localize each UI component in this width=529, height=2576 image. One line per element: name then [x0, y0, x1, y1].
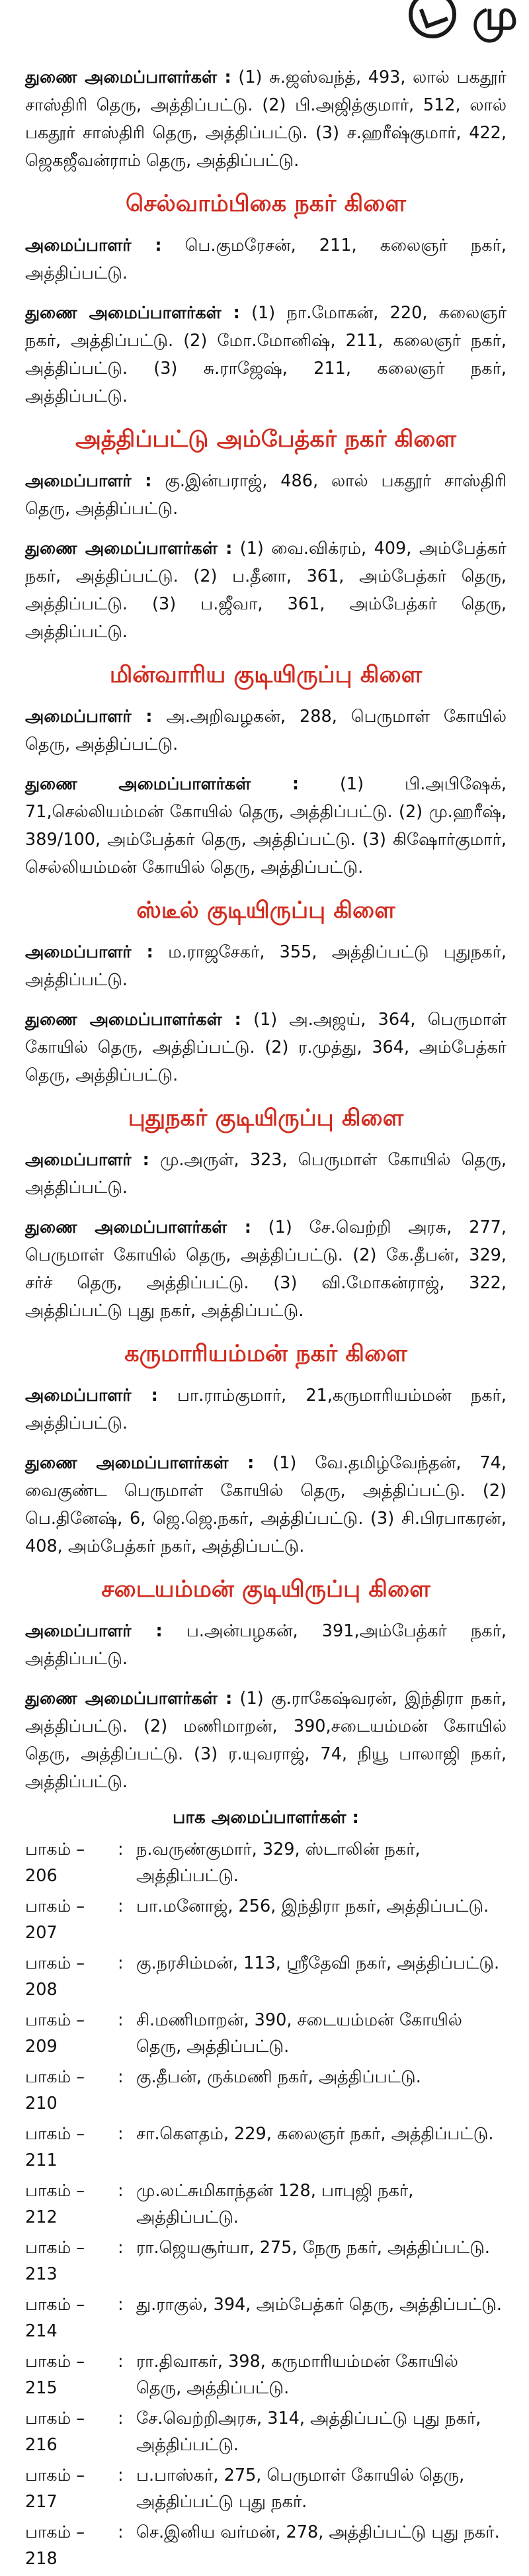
section-7-para-1 — [25, 1685, 507, 1796]
part-organizer: ரா.திவாகர், 398, கருமாரியம்மன் கோயில் தெரு, அத்திப்பட்டு. — [136, 2352, 458, 2398]
section-7-para-0 — [25, 1617, 507, 1673]
section-2-para-0 — [25, 467, 507, 523]
role-label: அமைப்பாளர் : — [25, 707, 153, 727]
branch-heading: புதுநகர் குடியிருப்பு கிளை — [128, 1105, 404, 1132]
part-organizer: கு.நரசிம்மன், 113, ஸ்ரீதேவி நகர், அத்திப்பட்டு. — [136, 1953, 500, 1973]
part-row — [25, 2462, 507, 2515]
part-row — [25, 1950, 507, 2003]
section-0-para-0 — [25, 64, 507, 175]
part-row — [25, 2064, 507, 2117]
part-row — [25, 2405, 507, 2458]
part-row — [25, 2348, 507, 2401]
section-5-para-1 — [25, 1214, 507, 1325]
branch-heading: கருமாரியம்மன் நகர் கிளை — [124, 1341, 407, 1367]
section-ambedkar-nagar — [25, 422, 507, 646]
part-row — [25, 1893, 507, 1946]
role-label: துணை அமைப்பாளர்கள் : — [25, 303, 240, 323]
part-label: பாகம் – 215 — [25, 2352, 85, 2398]
part-row — [25, 2235, 507, 2287]
part-organizer: ப.பாஸ்கர், 275, பெருமாள் கோயில் தெரு, அத்திப்பட்டு புது நகர். — [136, 2465, 465, 2512]
role-label: துணை அமைப்பாளர்கள் : — [25, 1453, 255, 1473]
part-organizer: ந.வருண்குமார், 329, ஸ்டாலின் நகர், அத்திப்பட்டு. — [136, 1840, 421, 1886]
role-label: துணை அமைப்பாளர்கள் : — [25, 1689, 233, 1709]
part-colon: : — [118, 2238, 124, 2258]
section-steel-kudiyiruppu — [25, 893, 507, 1089]
header-logo-text: மு — [472, 0, 518, 39]
section-intro — [25, 64, 507, 175]
role-label: துணை அமைப்பாளர்கள் : — [25, 1218, 251, 1237]
section-part-organizers — [25, 1808, 507, 2572]
part-label: பாகம் – 213 — [25, 2238, 85, 2284]
role-members: (1) வே.தமிழ்வேந்தன், 74, வைகுண்ட பெருமாள் கோயில் தெரு, அத்திப்பட்டு. (2) பெ.தினேஷ், 6, ஜெ.ஜெ.நகர், அத்திப்பட்டு. (3) சி.பிரபாகரன், 408, அம்பேத்கர் நகர், அத்திப்பட்டு. — [25, 1453, 507, 1556]
role-label: அமைப்பாளர் : — [25, 1621, 163, 1641]
part-label: பாகம் – 208 — [25, 1953, 85, 2000]
branch-heading: ஸ்டீல் குடியிருப்பு கிளை — [136, 897, 395, 924]
branch-heading: செல்வாம்பிகை நகர் கிளை — [126, 191, 406, 217]
role-label: துணை அமைப்பாளர்கள் : — [25, 67, 231, 87]
branch-heading: சடையம்மன் குடியிருப்பு கிளை — [101, 1576, 430, 1603]
role-members: (1) சே.வெற்றி அரசு, 277, பெருமாள் கோயில் தெரு, அத்திப்பட்டு. (2) கே.தீபன், 329, சர்ச் தெரு, அத்திப்பட்டு. (3) வி.மோகன்ராஜ், 322, அத்திப்பட்டு புது நகர், அத்திப்பட்டு. — [25, 1218, 507, 1321]
part-colon: : — [118, 1896, 124, 1916]
role-label: துணை அமைப்பாளர்கள் : — [25, 774, 300, 794]
section-3-para-1 — [25, 770, 507, 881]
part-organizers-heading: பாக அமைப்பாளர்கள் : — [173, 1808, 359, 1828]
section-2-para-1 — [25, 535, 507, 646]
part-label: பாகம் – 217 — [25, 2465, 85, 2512]
part-row — [25, 2121, 507, 2174]
section-6-para-1 — [25, 1449, 507, 1560]
role-label: துணை அமைப்பாளர்கள் : — [25, 1010, 241, 1030]
part-row — [25, 1836, 507, 1889]
part-colon: : — [118, 2124, 124, 2144]
part-colon: : — [118, 2181, 124, 2201]
section-1-para-1 — [25, 299, 507, 410]
section-3-para-0 — [25, 703, 507, 758]
role-members: (1) அ.அஜய், 364, பெருமாள் கோயில் தெரு, அத்திப்பட்டு. (2) ர.முத்து, 364, அம்பேத்கர் தெரு, அத்திப்பட்டு. — [25, 1010, 507, 1085]
section-selvambigai-nagar — [25, 187, 507, 410]
section-minvariya — [25, 658, 507, 881]
part-label: பாகம் – 206 — [25, 1840, 85, 1886]
role-label: அமைப்பாளர் : — [25, 1386, 158, 1405]
part-row — [25, 2178, 507, 2231]
part-colon: : — [118, 2352, 124, 2372]
part-label: பாகம் – 218 — [25, 2522, 85, 2569]
part-row — [25, 2291, 507, 2344]
part-organizer: சே.வெற்றிஅரசு, 314, அத்திப்பட்டு புது நகர், அத்திப்பட்டு. — [136, 2409, 481, 2455]
role-members: (1) பி.அபிஷேக், 71,செல்லியம்மன் கோயில் தெரு, அத்திப்பட்டு. (2) மு.ஹரீஷ், 389/100, அம்பேத்கர் தெரு, அத்திப்பட்டு. (3) கிஷோர்குமார், செல்லியம்மன் கோயில் தெரு, அத்திப்பட்டு. — [25, 774, 507, 877]
part-colon: : — [118, 2465, 124, 2485]
part-colon: : — [118, 2409, 124, 2428]
role-members: (1) நா.மோகன், 220, கலைஞர் நகர், அத்திப்பட்டு. (2) மோ.மோனிஷ், 211, கலைஞர் நகர், அத்திப்பட்டு. (3) சு.ராஜேஷ், 211, கலைஞர் நகர், அத்திப்பட்டு. — [25, 303, 507, 406]
role-members: கு.இன்பராஜ், 486, லால் பகதூர் சாஸ்திரி தெரு, அத்திப்பட்டு. — [25, 471, 507, 519]
part-label: பாகம் – 212 — [25, 2181, 85, 2227]
part-label: பாகம் – 210 — [25, 2067, 85, 2113]
part-organizer: சா.கௌதம், 229, கலைஞர் நகர், அத்திப்பட்டு. — [136, 2124, 494, 2144]
section-sadaiyamman — [25, 1572, 507, 1796]
role-members: பா.ராம்குமார், 21,கருமாரியம்மன் நகர், அத்திப்பட்டு. — [25, 1386, 507, 1433]
role-label: அமைப்பாளர் : — [25, 236, 162, 255]
article-body — [25, 64, 507, 2576]
role-members: பெ.குமரேசன், 211, கலைஞர் நகர், அத்திப்பட்டு. — [25, 236, 507, 283]
part-label: பாகம் – 207 — [25, 1896, 85, 1943]
part-colon: : — [118, 2067, 124, 2087]
part-label: பாகம் – 214 — [25, 2295, 85, 2341]
part-organizer: சி.மணிமாறன், 390, சடையம்மன் கோயில் தெரு, அத்திப்பட்டு. — [136, 2010, 462, 2057]
branch-heading: மின்வாரிய குடியிருப்பு கிளை — [109, 662, 423, 688]
part-label: பாகம் – 211 — [25, 2124, 85, 2170]
section-4-para-1 — [25, 1006, 507, 1089]
section-4-para-0 — [25, 938, 507, 994]
section-6-para-0 — [25, 1382, 507, 1437]
section-pudhunagar — [25, 1101, 507, 1325]
section-karumariamman-nagar — [25, 1337, 507, 1560]
part-organizer: து.ராகுல், 394, அம்பேத்கர் தெரு, அத்திப்பட்டு. — [136, 2295, 503, 2315]
branch-heading: அத்திப்பட்டு அம்பேத்கர் நகர் கிளை — [75, 426, 457, 453]
part-organizer: கு.தீபன், ருக்மணி நகர், அத்திப்பட்டு. — [136, 2067, 421, 2087]
section-1-para-0 — [25, 232, 507, 287]
page-header — [0, 0, 529, 52]
section-5-para-0 — [25, 1146, 507, 1202]
part-row — [25, 2519, 507, 2572]
part-organizer: மு.லட்சுமிகாந்தன் 128, பாபுஜி நகர், அத்திப்பட்டு. — [136, 2181, 414, 2227]
role-members: ம.ராஜசேகர், 355, அத்திப்பட்டு புதுநகர், அத்திப்பட்டு. — [25, 942, 507, 990]
part-colon: : — [118, 1953, 124, 1973]
part-colon: : — [118, 1840, 124, 1859]
part-colon: : — [118, 2295, 124, 2315]
role-members: ப.அன்பழகன், 391,அம்பேத்கர் நகர், அத்திப்பட்டு. — [25, 1621, 507, 1669]
party-logo-icon — [409, 0, 456, 38]
part-label: பாகம் – 216 — [25, 2409, 85, 2455]
role-members: (1) கு.ராகேஷ்வரன், இந்திரா நகர், அத்திப்பட்டு. (2) மணிமாறன், 390,சடையம்மன் கோயில் தெரு, அத்திப்பட்டு. (3) ர.யுவராஜ், 74, நியூ பாலாஜி நகர், அத்திப்பட்டு. — [25, 1689, 507, 1792]
part-organizer: ரா.ஜெயசூர்யா, 275, நேரு நகர், அத்திப்பட்டு. — [136, 2238, 490, 2258]
logo-mark — [419, 2, 448, 29]
role-members: (1) வை.விக்ரம், 409, அம்பேத்கர் நகர், அத்திப்பட்டு. (2) ப.தீனா, 361, அம்பேத்கர் தெரு, அத்திப்பட்டு. (3) ப.ஜீவா, 361, அம்பேத்கர் தெரு, அத்திப்பட்டு. — [25, 539, 507, 642]
role-label: அமைப்பாளர் : — [25, 942, 153, 962]
part-colon: : — [118, 2522, 124, 2542]
role-label: துணை அமைப்பாளர்கள் : — [25, 539, 233, 558]
part-colon: : — [118, 2010, 124, 2030]
role-members: அ.அறிவழகன், 288, பெருமாள் கோயில் தெரு, அத்திப்பட்டு. — [25, 707, 507, 754]
part-organizer: செ.இனிய வர்மன், 278, அத்திப்பட்டு புது நகர். — [136, 2522, 500, 2542]
part-organizer: பா.மனோஜ், 256, இந்திரா நகர், அத்திப்பட்டு. — [136, 1896, 489, 1916]
role-label: அமைப்பாளர் : — [25, 1150, 149, 1170]
role-label: அமைப்பாளர் : — [25, 471, 152, 491]
role-members: (1) சு.ஜஸ்வந்த், 493, லால் பகதூர் சாஸ்திரி தெரு, அத்திப்பட்டு. (2) பி.அஜித்குமார், 512, லால் பகதூர் சாஸ்திரி தெரு, அத்திப்பட்டு. (3) ச.ஹரீஷ்குமார், 422, ஜெகஜீவன்ராம் தெரு, அத்திப்பட்டு. — [25, 67, 507, 171]
part-label: பாகம் – 209 — [25, 2010, 85, 2057]
part-row — [25, 2007, 507, 2060]
role-members: மு.அருள், 323, பெருமாள் கோயில் தெரு, அத்திப்பட்டு. — [25, 1150, 507, 1198]
